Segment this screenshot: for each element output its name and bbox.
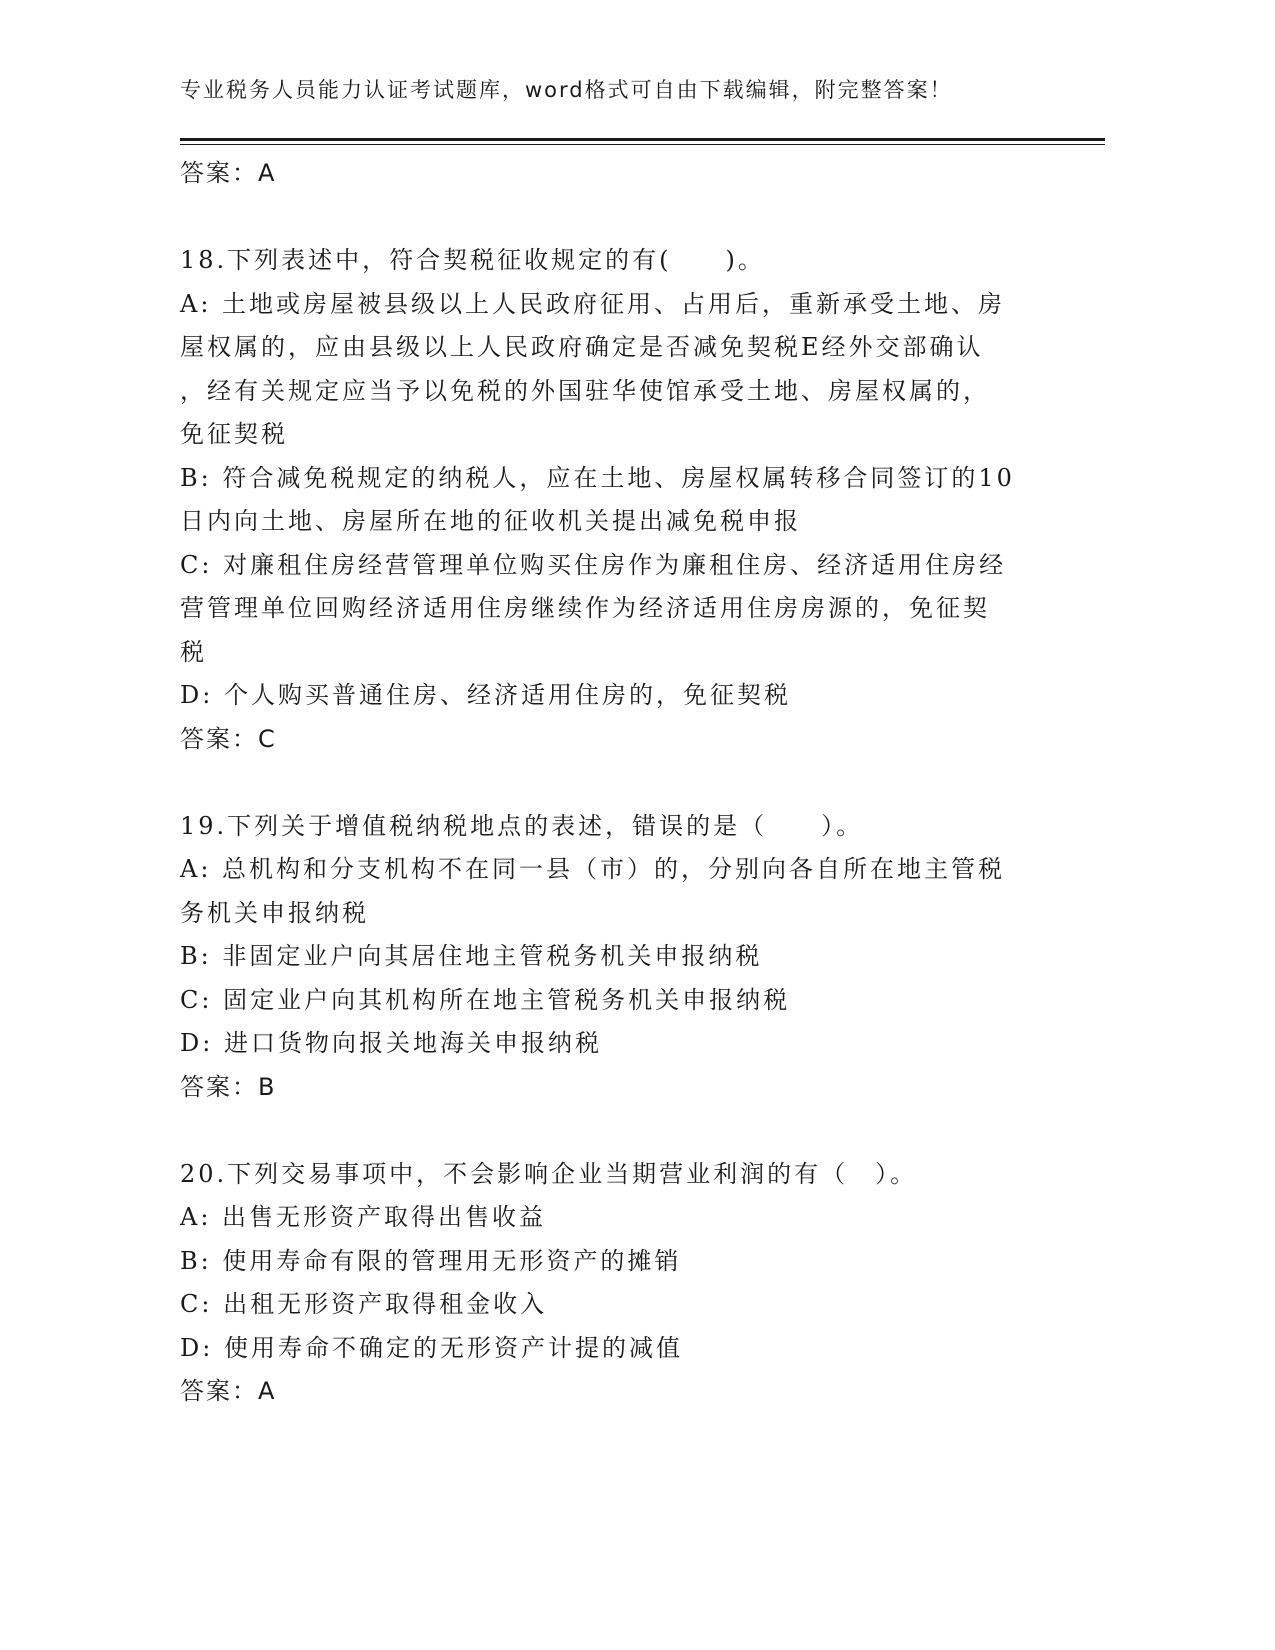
- question-19-option-b: B: 非固定业户向其居住地主管税务机关申报纳税: [180, 942, 763, 970]
- question-19-option-a-line-1: A: 总机构和分支机构不在同一县（市）的，分别向各自所在地主管税: [180, 855, 1006, 883]
- header-rule-thin: [180, 144, 1105, 145]
- question-18-answer: 答案：C: [180, 724, 277, 753]
- question-18-option-a-line-1: A: 土地或房屋被县级以上人民政府征用、占用后，重新承受土地、房: [180, 289, 1006, 318]
- question-18: [180, 239, 1040, 761]
- question-18-option-d: D: 个人购买普通住房、经济适用住房的，免征契税: [180, 681, 791, 709]
- question-18-option-a-line-2: 屋权属的，应由县级以上人民政府确定是否减免契税E经外交部确认: [180, 333, 984, 361]
- question-18-option-c-line-1: C: 对廉租住房经营管理单位购买住房作为廉租住房、经济适用住房经: [180, 550, 1007, 579]
- question-18-option-a-line-3: ，经有关规定应当予以免税的外国驻华使馆承受土地、房屋权属的，: [180, 376, 990, 405]
- question-content: [180, 152, 1040, 1414]
- question-19-option-d: D: 进口货物向报关地海关申报纳税: [180, 1029, 602, 1057]
- question-20: [180, 1153, 1040, 1414]
- answer-previous: 答案：A: [180, 159, 277, 187]
- question-20-option-c: C: 出租无形资产取得租金收入: [180, 1290, 548, 1318]
- question-18-option-b-line-2: 日内向土地、房屋所在地的征收机关提出减免税申报: [180, 507, 801, 535]
- question-20-option-b: B: 使用寿命有限的管理用无形资产的摊销: [180, 1246, 682, 1275]
- question-20-stem: 20.下列交易事项中，不会影响企业当期营业利润的有（ ）。: [180, 1159, 918, 1188]
- question-18-option-c-line-3: 税: [180, 637, 207, 666]
- question-19-answer: 答案：B: [180, 1072, 277, 1101]
- question-18-option-b-line-1: B: 符合减免税规定的纳税人，应在土地、房屋权属转移合同签订的10: [180, 463, 1015, 492]
- question-19: [180, 805, 1040, 1110]
- page-header: 专业税务人员能力认证考试题库，word格式可自由下载编辑，附完整答案！: [180, 78, 953, 102]
- question-19-option-c: C: 固定业户向其机构所在地主管税务机关申报纳税: [180, 985, 791, 1014]
- spacer: [180, 761, 1040, 805]
- question-18-stem: 18.下列表述中，符合契税征收规定的有( )。: [180, 246, 765, 274]
- question-18-option-c-line-2: 营管理单位回购经济适用住房继续作为经济适用住房房源的，免征契: [180, 594, 990, 622]
- spacer: [180, 1109, 1040, 1153]
- question-20-option-a: A: 出售无形资产取得出售收益: [180, 1203, 547, 1231]
- spacer: [180, 196, 1040, 240]
- header-rule-thick: [180, 138, 1105, 141]
- question-19-option-a-line-2: 务机关申报纳税: [180, 898, 369, 927]
- question-19-stem: 19.下列关于增值税纳税地点的表述，错误的是（ ）。: [180, 811, 864, 840]
- question-20-answer: 答案：A: [180, 1377, 277, 1405]
- question-18-option-a-line-4: 免征契税: [180, 420, 288, 448]
- question-20-option-d: D: 使用寿命不确定的无形资产计提的减值: [180, 1333, 683, 1362]
